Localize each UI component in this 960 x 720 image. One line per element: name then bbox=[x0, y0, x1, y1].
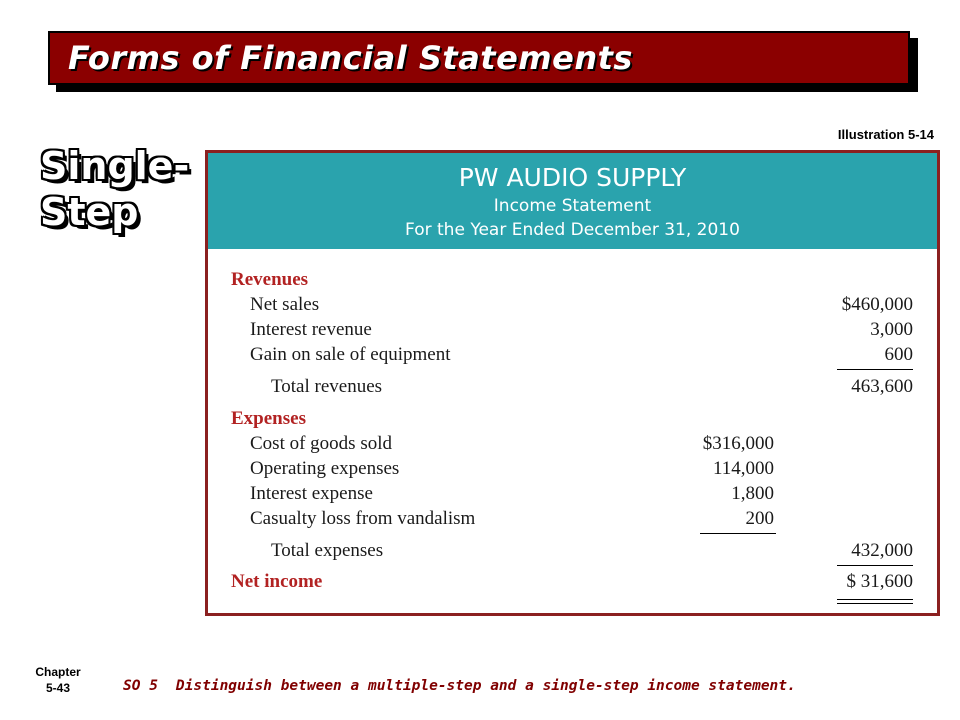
table-row bbox=[208, 319, 937, 343]
subtotal-rule bbox=[837, 369, 913, 370]
table-row bbox=[208, 294, 937, 318]
table-row bbox=[208, 458, 937, 482]
line-item-amount: 114,000 bbox=[712, 458, 774, 479]
double-rule-top bbox=[837, 599, 913, 600]
net-income-amount: $ 31,600 bbox=[846, 571, 913, 592]
illustration-label: Illustration 5-14 bbox=[837, 127, 934, 142]
statement-header bbox=[208, 153, 937, 249]
line-item-amount: 1,800 bbox=[731, 483, 774, 504]
revenues-heading: Revenues bbox=[231, 269, 309, 290]
line-item-amount: 600 bbox=[884, 344, 913, 365]
total-expenses-row bbox=[208, 540, 937, 564]
total-revenues-label: Total revenues bbox=[271, 376, 383, 397]
statement-name: Income Statement bbox=[493, 196, 652, 216]
line-item-amount: $460,000 bbox=[841, 294, 913, 315]
study-objective-id: SO 5 bbox=[123, 678, 158, 694]
line-item-amount: 200 bbox=[745, 508, 774, 529]
study-objective bbox=[123, 678, 814, 694]
chapter-label bbox=[28, 664, 88, 696]
company-name: PW AUDIO SUPPLY bbox=[458, 163, 687, 192]
subtotal-rule bbox=[837, 565, 913, 566]
total-expenses-amount: 432,000 bbox=[851, 540, 913, 561]
total-revenues-amount: 463,600 bbox=[851, 376, 913, 397]
chapter-number: 5-43 bbox=[45, 681, 71, 695]
title-banner bbox=[48, 31, 910, 85]
statement-body bbox=[208, 249, 937, 613]
side-title: Single-Step bbox=[40, 144, 190, 234]
total-expenses-label: Total expenses bbox=[271, 540, 384, 561]
slide-title: Forms of Financial Statements bbox=[68, 39, 633, 77]
line-item-label: Cost of goods sold bbox=[250, 433, 392, 454]
subtotal-rule bbox=[700, 533, 776, 534]
net-income-label: Net income bbox=[231, 571, 323, 592]
line-item-label: Interest expense bbox=[250, 483, 373, 504]
study-objective-text: Distinguish between a multiple-step and a single-step income statement. bbox=[175, 678, 796, 694]
net-income-row bbox=[208, 571, 937, 595]
chapter-word: Chapter bbox=[35, 665, 81, 679]
revenues-heading-row bbox=[208, 269, 937, 293]
table-row bbox=[208, 433, 937, 457]
table-row bbox=[208, 483, 937, 507]
line-item-label: Interest revenue bbox=[250, 319, 372, 340]
double-rule-bottom bbox=[837, 603, 913, 604]
expenses-heading: Expenses bbox=[231, 408, 306, 429]
total-revenues-row bbox=[208, 376, 937, 400]
table-row bbox=[208, 344, 937, 368]
line-item-label: Gain on sale of equipment bbox=[250, 344, 451, 365]
expenses-heading-row bbox=[208, 408, 937, 432]
table-row bbox=[208, 508, 937, 532]
line-item-label: Casualty loss from vandalism bbox=[250, 508, 476, 529]
statement-period: For the Year Ended December 31, 2010 bbox=[405, 220, 740, 240]
income-statement bbox=[205, 150, 940, 616]
line-item-label: Operating expenses bbox=[250, 458, 400, 479]
line-item-label: Net sales bbox=[250, 294, 320, 315]
line-item-amount: 3,000 bbox=[870, 319, 913, 340]
line-item-amount: $316,000 bbox=[702, 433, 774, 454]
